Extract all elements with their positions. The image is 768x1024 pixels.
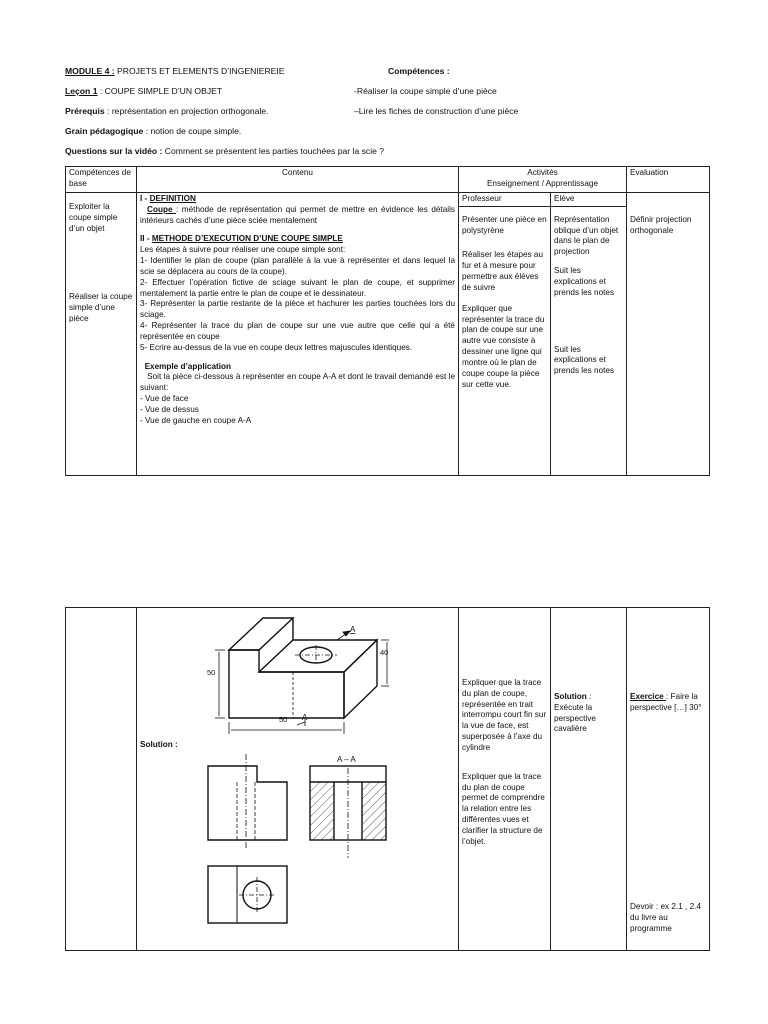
label-a-top: A [350, 625, 356, 634]
dim-40: 40 [380, 648, 389, 657]
front-view [208, 766, 287, 840]
exemple-item: - Vue de face [140, 394, 189, 404]
grain-line [65, 126, 241, 137]
professeur-item: Expliquer que représenter la trace du plan de coupe sur une autre vue consiste à dessiner une ligne qui montre où le plan de coupe coupe la pièce sur cette vue. [462, 303, 545, 389]
solution-label: Solution : [140, 740, 178, 749]
questions-label: Questions sur la vidéo : [65, 146, 163, 156]
header-evaluation: Evaluation [627, 167, 710, 193]
def-text: : méthode de représentation qui permet de mettre en évidence les détails intérieurs cachés d’une pièce sciée mentalement [140, 204, 455, 225]
top-view [208, 866, 287, 923]
professeur-item: Expliquer que la trace du plan de coupe permet de comprendre la relation entre les différentes vues et clarifier la structure de l’objet. [462, 771, 545, 846]
step-item: 5- Ecrire au-dessus de la vue en coupe deux lettres majuscules identiques. [140, 342, 413, 352]
def-term: Coupe [147, 204, 177, 214]
module-value: PROJETS ET ELEMENTS D’INGENIEREIE [114, 66, 285, 76]
eleve-item: Suit les explications et prends les notes [554, 266, 615, 297]
professeur-cell-2 [459, 608, 551, 951]
eleve-cell-2 [551, 608, 627, 951]
module-line [65, 66, 285, 77]
competence-item: Exploiter la coupe simple d’un objet [69, 202, 118, 233]
step-item: 3- Représenter la partie restante de la pièce et hachurer les parties touchées lors du sciage. [140, 299, 455, 320]
contenu-cell [137, 193, 459, 476]
eleve-item: Représentation oblique d’un objet dans le plan de projection [554, 214, 619, 257]
step-item: 1- Identifier le plan de coupe (plan parallèle à la vue à représenter et dans lequel la scie se déplacera au cours de la coupe). [140, 256, 455, 276]
label-a-bottom: A [302, 713, 308, 722]
exemple-item: - Vue de dessus [140, 404, 199, 414]
prerequis-value: : représentation en projection orthogonale. [104, 106, 269, 116]
top-view-axes [239, 877, 275, 913]
competences-cell [66, 193, 137, 476]
step-top-face [229, 618, 293, 650]
exercice-label: Exercice [630, 692, 666, 701]
competences-label: Compétences : [388, 66, 450, 76]
professeur-item: Réaliser les étapes au fur et à mesure pour permettre aux élèves de suivre [462, 250, 544, 292]
competences-heading [388, 66, 450, 77]
section-arrow-bottom [297, 722, 305, 725]
lecon-line [65, 86, 222, 97]
professeur-cell [459, 206, 551, 475]
main-top-face [259, 640, 377, 672]
eleve-solution-text: : Exécute la perspective cavalière [554, 692, 596, 734]
right-face [344, 640, 377, 718]
methode-num: II - [140, 234, 152, 244]
questions-value: Comment se présentent les parties touchées par la scie ? [162, 146, 385, 156]
exemple-title: Exemple d’application [144, 361, 232, 371]
header-activites [459, 167, 627, 193]
enseignement-label: Enseignement / Apprentissage [486, 178, 599, 188]
dim-50-bottom: 50 [279, 715, 288, 724]
evaluation-cell [627, 193, 710, 476]
exemple-text: Soit la pièce ci-dessous à représenter en coupe A-A et dont le travail demandé est le suivant: [140, 372, 455, 393]
section-title: A – A [337, 755, 356, 764]
grain-value: : notion de coupe simple. [143, 126, 242, 136]
steps-intro: Les étapes à suivre pour réaliser une coupe simple sont: [140, 245, 346, 255]
hatched-area [310, 782, 334, 840]
step-item: 2- Effectuer l’opération fictive de sciage suivant le plan de coupe, et supprimer mentalement la partie entre le plan de coupe et le dessinateur. [140, 277, 455, 298]
solution-table [65, 607, 710, 951]
section-view [310, 766, 386, 858]
hatched-area [362, 782, 386, 840]
header-eleve: Elève [551, 193, 627, 207]
activites-label: Activités [527, 168, 558, 177]
eleve-item: Suit les explications et prends les notes [554, 344, 615, 376]
methode-title: METHODE D’EXECUTION D’UNE COUPE SIMPLE [151, 234, 343, 244]
step-item: 4- Représenter la trace du plan de coupe sur une vue autre que celle qui a été représentée en coupe [140, 321, 455, 341]
devoir-text: Devoir : ex 2.1 , 2.4 du livre au programme [630, 902, 701, 933]
technical-drawing [137, 608, 457, 950]
lecon-label: Leçon 1 [65, 86, 98, 96]
top-view-outline [208, 866, 287, 923]
exercice-text: : Faire la perspective […] 30° [630, 692, 702, 712]
lesson-table [65, 166, 710, 476]
professeur-item: Expliquer que la trace du plan de coupe, représentée en trait interrompu court fin sur la vue de face, est superposée à l’axe du cylindre [462, 678, 547, 752]
exemple-item: - Vue de gauche en coupe A-A [140, 415, 252, 425]
evaluation-cell-2 [627, 608, 710, 951]
evaluation-text: Définir projection orthogonale [630, 215, 692, 235]
header-contenu: Contenu [137, 167, 459, 193]
dim-50-left: 50 [207, 668, 216, 677]
front-view-lines [237, 754, 255, 850]
def-title: DEFINITION [149, 194, 196, 203]
prerequis-line [65, 106, 269, 117]
competence-1: -Réaliser la coupe simple d’une pièce [354, 86, 497, 96]
module-label: MODULE 4 : [65, 66, 115, 76]
drawing-cell [137, 608, 459, 951]
eleve-solution-label: Solution [554, 692, 587, 701]
competence-2: –Lire les fiches de construction d’une pièce [354, 106, 519, 116]
eleve-cell [551, 206, 627, 475]
empty-competences-cell [66, 608, 137, 951]
professeur-item: Présenter une pièce en polystyrène [462, 214, 547, 235]
lecon-value: : COUPE SIMPLE D’UN OBJET [97, 86, 223, 96]
prerequis-label: Prérequis [65, 106, 105, 116]
def-num: I - [140, 194, 150, 203]
header-professeur: Professeur [459, 193, 551, 207]
questions-line [65, 146, 384, 157]
header-competences: Compétences de base [66, 167, 137, 193]
competence-item: Réaliser la coupe simple d’une pièce [69, 292, 133, 324]
front-view-outline [208, 766, 287, 840]
grain-label: Grain pédagogique [65, 126, 144, 136]
